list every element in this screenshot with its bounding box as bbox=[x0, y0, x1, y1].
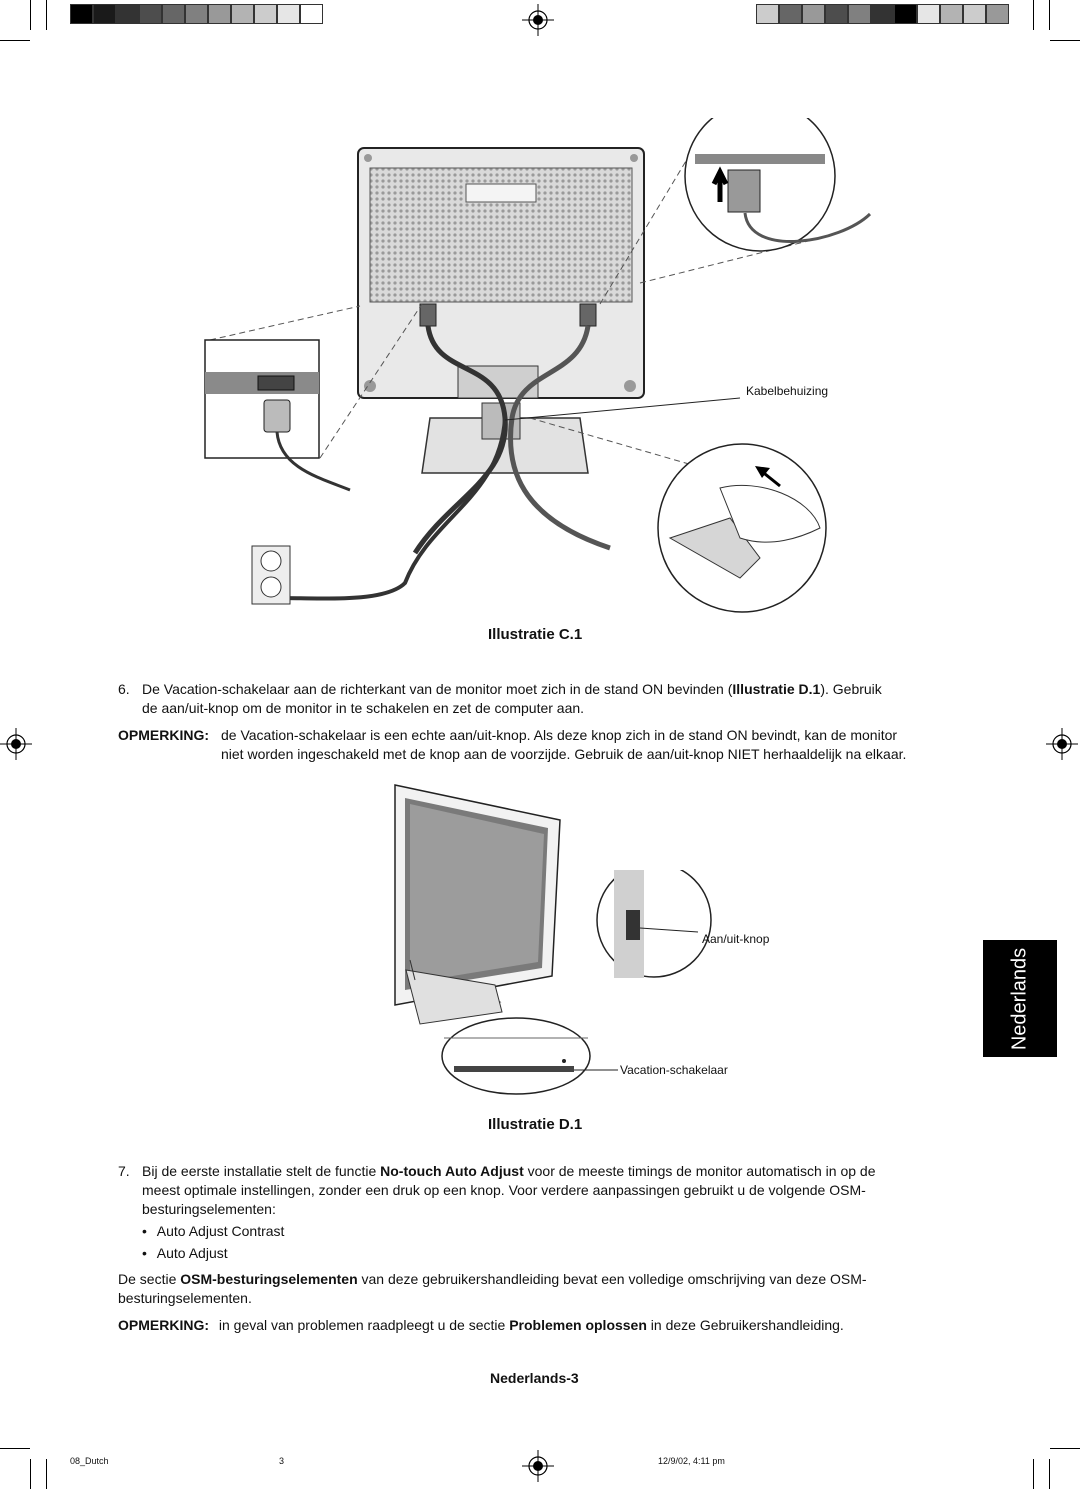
step-7-text-a: Bij de eerste installatie stelt de functie bbox=[142, 1163, 381, 1179]
print-footer-file: 08_Dutch bbox=[70, 1456, 109, 1466]
step-7 bbox=[118, 1162, 958, 1261]
step-7-text-b: voor de meeste timings de monitor automatisch in op de bbox=[523, 1163, 876, 1179]
note-1-line2: niet worden ingeschakeld met de knop aan de voorzijde. Gebruik de aan/uit-knop NIET herhaaldelijk na elkaar. bbox=[221, 746, 907, 762]
step-6-text-b: ). Gebruik bbox=[820, 681, 882, 697]
print-footer-timestamp: 12/9/02, 4:11 pm bbox=[658, 1456, 725, 1466]
bullet-item bbox=[142, 1244, 228, 1263]
bullet-icon: • bbox=[142, 1245, 147, 1261]
registration-mark-right bbox=[1046, 728, 1078, 760]
label-power-button: Aan/uit-knop bbox=[702, 932, 770, 946]
bullet-text: Auto Adjust bbox=[156, 1245, 228, 1261]
caption-illustration-d1: Illustratie D.1 bbox=[488, 1116, 583, 1133]
section-text-a: De sectie bbox=[118, 1271, 181, 1287]
illustration-c1-monitor-rear bbox=[200, 118, 880, 613]
note-2 bbox=[118, 1316, 958, 1335]
step-6-ref: Illustratie D.1 bbox=[732, 681, 821, 697]
note-2-bold: Problemen oplossen bbox=[509, 1317, 647, 1333]
step-6-line2: de aan/uit-knop om de monitor in te schakelen en zet de computer aan. bbox=[142, 700, 585, 716]
registration-mark-bottom bbox=[522, 1450, 554, 1482]
bullet-icon: • bbox=[142, 1223, 147, 1239]
step-6 bbox=[118, 680, 958, 716]
note-1-line1: de Vacation-schakelaar is een echte aan/uit-knop. Als deze knop zich in de stand ON bevindt, kan de monitor bbox=[221, 727, 898, 743]
section-text-b: van deze gebruikershandleiding bevat een volledige omschrijving van deze OSM- bbox=[357, 1271, 867, 1287]
illustration-d1-vacation-inset bbox=[440, 1016, 620, 1106]
illustration-d1-power-inset bbox=[596, 870, 796, 980]
language-side-tab-label: Nederlands bbox=[1008, 947, 1031, 1050]
caption-illustration-c1: Illustratie C.1 bbox=[488, 626, 583, 643]
bullet-item bbox=[142, 1222, 284, 1241]
section-line2: besturingselementen. bbox=[118, 1290, 252, 1306]
step-6-text-a: De Vacation-schakelaar aan de richterkant van de monitor moet zich in de stand ON bevinden ( bbox=[142, 681, 733, 697]
note-1-label: OPMERKING: bbox=[118, 727, 209, 743]
note-2-label: OPMERKING: bbox=[118, 1317, 209, 1333]
page-footer: Nederlands-3 bbox=[490, 1370, 579, 1386]
step-7-line2: meest optimale instellingen, zonder een druk op een knop. Voor verdere aanpassingen gebruikt u de volgende OSM- bbox=[142, 1182, 866, 1198]
print-footer-page: 3 bbox=[279, 1456, 285, 1466]
section-paragraph bbox=[118, 1270, 958, 1308]
section-bold: OSM-besturingselementen bbox=[180, 1271, 358, 1287]
step-7-bold: No-touch Auto Adjust bbox=[380, 1163, 524, 1179]
step-7-line3: besturingselementen: bbox=[142, 1201, 276, 1217]
bullet-text: Auto Adjust Contrast bbox=[156, 1223, 285, 1239]
step-6-number: 6. bbox=[118, 681, 130, 697]
label-cable-cover: Kabelbehuizing bbox=[746, 384, 829, 398]
note-1 bbox=[118, 726, 958, 762]
label-vacation-switch: Vacation-schakelaar bbox=[620, 1063, 728, 1077]
note-2-text-b: in deze Gebruikershandleiding. bbox=[646, 1317, 844, 1333]
registration-mark-top bbox=[522, 4, 554, 36]
note-2-text-a: in geval van problemen raadpleegt u de sectie bbox=[218, 1317, 510, 1333]
step-7-number: 7. bbox=[118, 1163, 130, 1179]
registration-mark-left bbox=[0, 728, 32, 760]
language-side-tab bbox=[983, 940, 1057, 1057]
